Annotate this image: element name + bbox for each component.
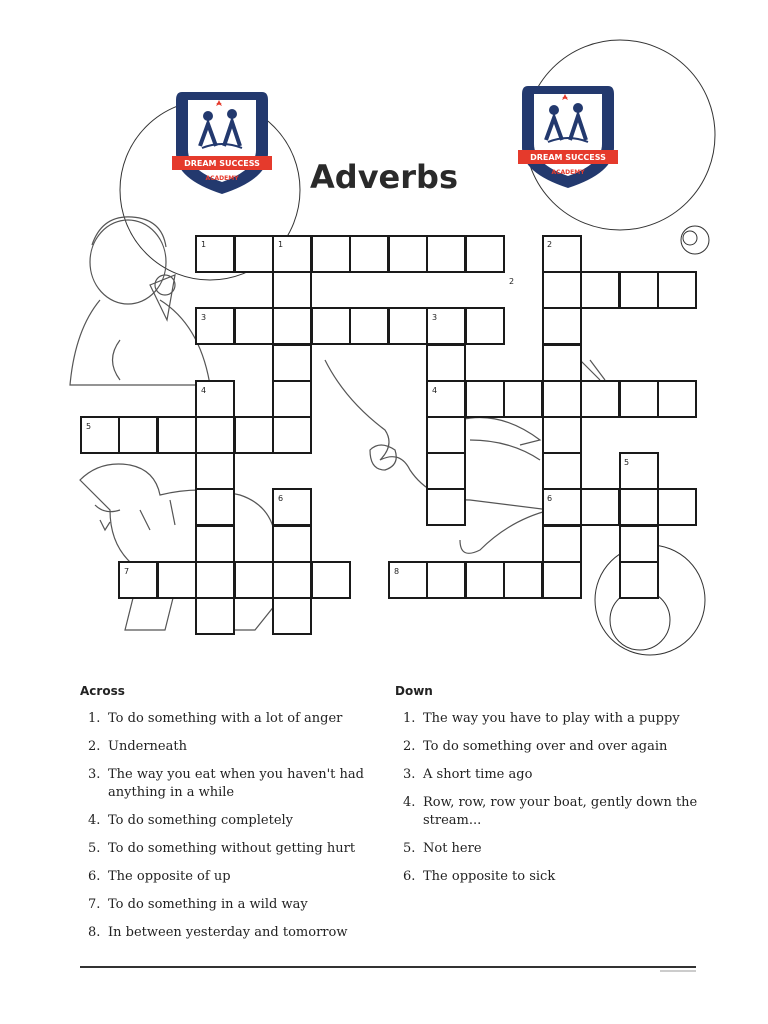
grid-number: 2 [547, 240, 553, 249]
down-clue-3 [395, 766, 715, 784]
grid-number: 7 [124, 567, 130, 576]
crossword-cell[interactable] [620, 562, 658, 598]
down-clue-1 [395, 710, 715, 728]
across-clue-6 [80, 868, 380, 886]
crossword-cell[interactable] [427, 489, 465, 525]
across-clue-7 [80, 896, 380, 914]
crossword-cell[interactable] [620, 526, 658, 562]
crossword-cell[interactable] [504, 562, 542, 598]
crossword-cell[interactable] [466, 562, 504, 598]
crossword-cell[interactable] [543, 272, 581, 308]
clue-text: The opposite to sick [423, 869, 556, 884]
crossword-cell[interactable] [620, 381, 658, 417]
clue-number: 2. [88, 739, 101, 754]
down-heading: Down [395, 684, 433, 698]
across-clue-list [80, 710, 380, 952]
grid-number: 6 [278, 494, 284, 503]
down-clue-5 [395, 840, 715, 858]
crossword-cell[interactable] [235, 236, 273, 272]
clue-number: 3. [88, 767, 101, 782]
footer-mark [660, 970, 696, 972]
across-clue-1 [80, 710, 380, 728]
clue-number: 6. [88, 869, 101, 884]
page-title: Adverbs [310, 158, 458, 196]
crossword-cell[interactable] [581, 381, 619, 417]
clue-text: To do something with a lot of anger [108, 711, 343, 726]
crossword-cell[interactable] [273, 381, 311, 417]
across-clue-2 [80, 738, 380, 756]
grid-number: 2 [509, 277, 515, 286]
clue-number: 8. [88, 925, 101, 940]
grid-number: 4 [201, 386, 207, 395]
crossword-cell[interactable] [543, 381, 581, 417]
crossword-cell[interactable] [312, 562, 350, 598]
down-clue-6 [395, 868, 715, 886]
logo-text-bottom: ACADEMY [205, 175, 239, 182]
crossword-cell[interactable] [427, 453, 465, 489]
across-clue-3 [80, 766, 380, 802]
across-clue-5 [80, 840, 380, 858]
clue-number: 6. [403, 869, 416, 884]
grid-number: 3 [432, 313, 438, 322]
crossword-cell[interactable] [658, 272, 696, 308]
clue-text: In between yesterday and tomorrow [108, 925, 348, 940]
crossword-cell[interactable] [466, 381, 504, 417]
footer-divider [80, 966, 696, 968]
clue-text: To do something in a wild way [108, 897, 308, 912]
crossword-cell[interactable] [196, 562, 234, 598]
grid-number: 4 [432, 386, 438, 395]
grid-number: 5 [624, 458, 630, 467]
crossword-cell[interactable] [273, 598, 311, 634]
crossword-cell[interactable] [466, 308, 504, 344]
clue-text: A short time ago [423, 767, 533, 782]
crossword-cell[interactable] [427, 417, 465, 453]
clue-number: 1. [88, 711, 101, 726]
crossword-cell[interactable] [466, 236, 504, 272]
clue-text: The opposite of up [108, 869, 231, 884]
across-clue-4 [80, 812, 380, 830]
crossword-cell[interactable] [273, 417, 311, 453]
down-clue-list [395, 710, 715, 896]
clue-text: Underneath [108, 739, 187, 754]
clue-number: 7. [88, 897, 101, 912]
across-heading: Across [80, 684, 125, 698]
crossword-cell[interactable] [543, 417, 581, 453]
crossword-cell[interactable] [273, 562, 311, 598]
grid-number: 6 [547, 494, 553, 503]
crossword-cell[interactable] [196, 489, 234, 525]
clue-text: The way you eat when you haven't had anything in a while [108, 767, 364, 800]
crossword-cell[interactable] [543, 453, 581, 489]
crossword-cell[interactable] [235, 417, 273, 453]
clue-text: The way you have to play with a puppy [423, 711, 680, 726]
clue-text: Not here [423, 841, 482, 856]
clue-number: 1. [403, 711, 416, 726]
clue-number: 4. [403, 795, 416, 810]
logo-text-top: DREAM SUCCESS [184, 159, 260, 168]
crossword-cell[interactable] [543, 345, 581, 381]
grid-number: 8 [394, 567, 400, 576]
logo-text-bottom: ACADEMY [551, 169, 585, 176]
crossword-cell[interactable] [119, 417, 157, 453]
crossword-cell[interactable] [427, 562, 465, 598]
crossword-cell[interactable] [581, 272, 619, 308]
crossword-cell[interactable] [658, 381, 696, 417]
crossword-cell[interactable] [196, 453, 234, 489]
crossword-cell[interactable] [658, 489, 696, 525]
clue-text: To do something over and over again [423, 739, 668, 754]
crossword-cell[interactable] [235, 562, 273, 598]
crossword-cell[interactable] [543, 562, 581, 598]
clue-number: 2. [403, 739, 416, 754]
logo-text-top: DREAM SUCCESS [530, 153, 606, 162]
crossword-cell[interactable] [196, 526, 234, 562]
clue-text: To do something completely [108, 813, 294, 828]
crossword-cell[interactable] [196, 598, 234, 634]
clue-number: 3. [403, 767, 416, 782]
grid-number: 5 [86, 422, 92, 431]
crossword-cell[interactable] [543, 308, 581, 344]
crossword-cell[interactable] [312, 308, 350, 344]
crossword-cell[interactable] [273, 308, 311, 344]
grid-number: 1 [278, 240, 284, 249]
crossword-cell[interactable] [543, 526, 581, 562]
crossword-cell[interactable] [273, 526, 311, 562]
crossword-cell[interactable] [158, 562, 196, 598]
grid-number: 3 [201, 313, 207, 322]
crossword-cell[interactable] [389, 308, 427, 344]
crossword-cell[interactable] [273, 345, 311, 381]
crossword-cell[interactable] [158, 417, 196, 453]
crossword-cell[interactable] [350, 308, 388, 344]
down-clue-4 [395, 794, 715, 830]
clue-number: 5. [88, 841, 101, 856]
clue-number: 4. [88, 813, 101, 828]
crossword-cell[interactable] [427, 345, 465, 381]
crossword-cell[interactable] [620, 272, 658, 308]
crossword-cell[interactable] [504, 381, 542, 417]
crossword-cell[interactable] [350, 236, 388, 272]
across-clue-8 [80, 924, 380, 942]
crossword-cell[interactable] [581, 489, 619, 525]
crossword-cell[interactable] [389, 236, 427, 272]
crossword-cell[interactable] [620, 489, 658, 525]
grid-number: 1 [201, 240, 207, 249]
crossword-cell[interactable] [312, 236, 350, 272]
clue-number: 5. [403, 841, 416, 856]
crossword-cell[interactable] [196, 417, 234, 453]
clue-text: Row, row, row your boat, gently down the stream... [423, 795, 698, 828]
crossword-cell[interactable] [273, 272, 311, 308]
crossword-cell[interactable] [427, 236, 465, 272]
down-clue-2 [395, 738, 715, 756]
crossword-cell[interactable] [235, 308, 273, 344]
clue-text: To do something without getting hurt [108, 841, 356, 856]
